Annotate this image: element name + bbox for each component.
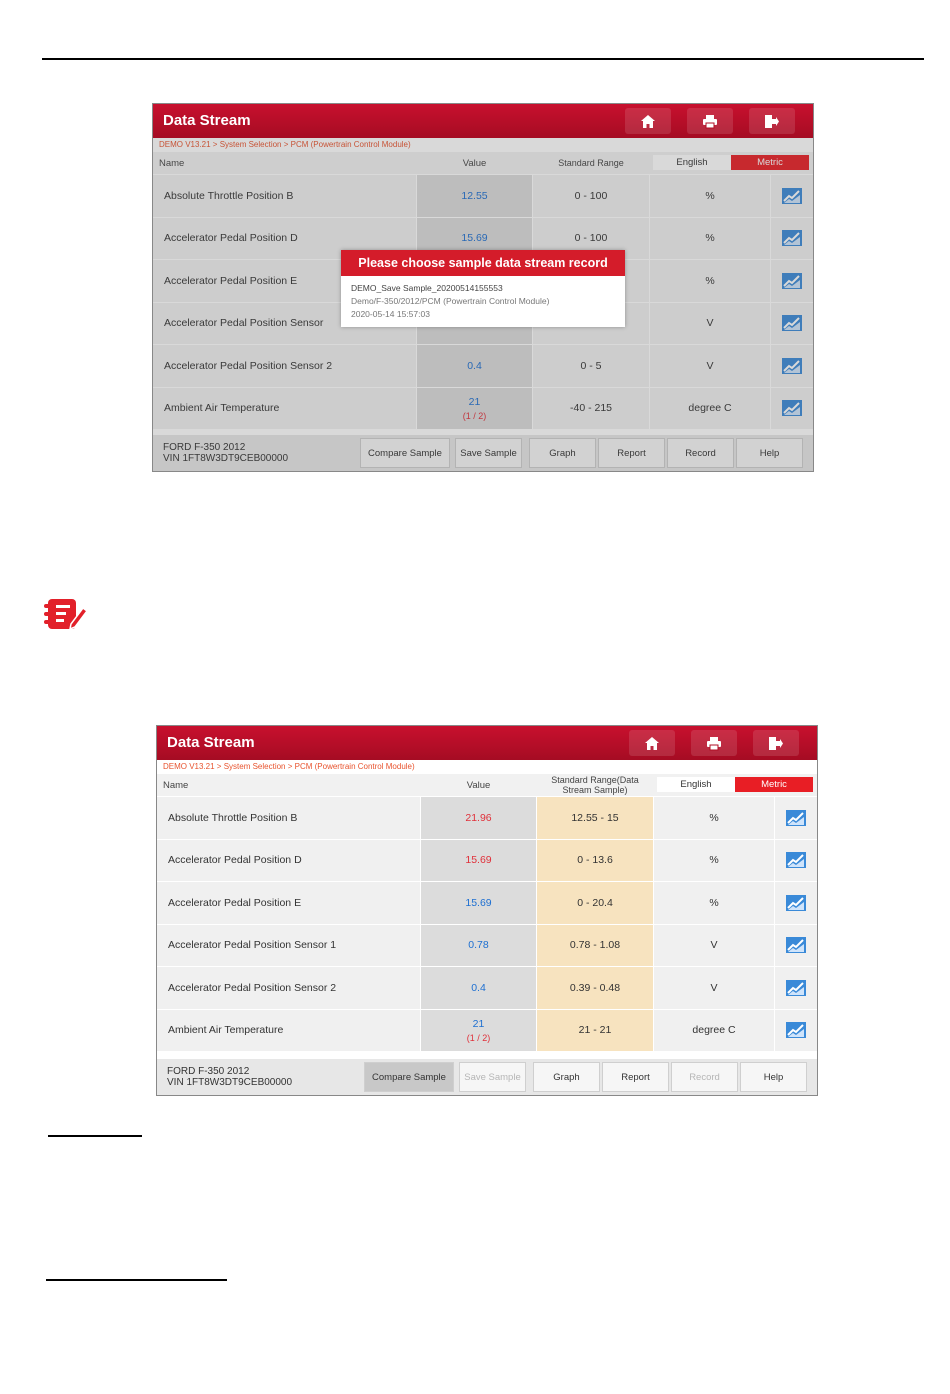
data-rows [157,797,817,1052]
report-button[interactable]: Report [602,1062,669,1092]
row-range: 0 - 20.4 [537,882,653,924]
row-value: 0.4 [421,967,536,1009]
page-indicator: (1 / 2) [462,410,487,421]
note-icon [44,596,88,632]
row-name: Ambient Air Temperature [153,388,416,430]
row-unit: % [654,882,774,924]
table-row [157,1010,817,1053]
row-value: 15.69 [417,218,532,260]
row-unit: % [654,797,774,839]
save-sample-button[interactable]: Save Sample [459,1062,526,1092]
graph-icon [786,1022,806,1038]
row-unit: % [654,840,774,882]
row-unit: % [650,260,770,302]
row-unit: V [654,925,774,967]
row-range: 12.55 - 15 [537,797,653,839]
row-name: Accelerator Pedal Position Sensor 1 [157,925,420,967]
row-value-cell [421,1010,536,1052]
graph-button[interactable]: Graph [529,438,596,468]
print-icon [702,114,718,129]
row-unit: degree C [650,388,770,430]
metric-unit-button[interactable]: Metric [731,155,809,170]
header-range-line2: Stream Sample) [562,785,628,795]
row-value: 0.78 [421,925,536,967]
header-range: Standard Range [558,158,624,168]
exit-icon [768,736,784,751]
row-range: 0 - 5 [533,345,649,387]
row-name: Accelerator Pedal Position E [153,260,416,302]
row-value: 12.55 [417,175,532,217]
graph-button[interactable]: Graph [533,1062,600,1092]
metric-unit-button[interactable]: Metric [735,777,813,792]
header-range-line1: Standard Range(Data [551,775,639,785]
home-icon [644,736,660,751]
screen-title: Data Stream [167,734,255,751]
row-unit: V [650,345,770,387]
graph-icon [786,937,806,953]
exit-icon [764,114,780,129]
graph-icon [786,852,806,868]
home-button[interactable] [629,730,675,756]
header-value: Value [466,780,491,791]
record-name: DEMO_Save Sample_20200514155553 [351,283,503,293]
data-stream-screen-compare [156,725,818,1096]
compare-sample-button[interactable]: Compare Sample [360,438,450,468]
row-unit: V [654,967,774,1009]
data-stream-screen-dialog [152,103,814,472]
page-top-rule [42,58,924,60]
print-icon [706,736,722,751]
header-name: Name [163,780,189,791]
dialog-title: Please choose sample data stream record [341,250,625,276]
record-button[interactable]: Record [667,438,734,468]
vehicle-model: FORD F-350 2012 [167,1066,250,1077]
header-value: Value [462,158,487,169]
print-button[interactable] [691,730,737,756]
table-row [157,840,817,883]
row-graph-button[interactable] [775,1010,817,1052]
row-name: Accelerator Pedal Position D [157,840,420,882]
vehicle-vin: VIN 1FT8W3DT9CEB00000 [167,1077,293,1088]
row-value: 0.4 [417,345,532,387]
row-value: 15.69 [421,840,536,882]
table-row [157,882,817,925]
row-name: Accelerator Pedal Position Sensor 2 [153,345,416,387]
row-range: 0 - 100 [533,218,649,260]
row-range: 0 - 13.6 [537,840,653,882]
row-range: 0.78 - 1.08 [537,925,653,967]
header-range [537,775,653,795]
heading-underline [46,1279,227,1281]
row-graph-button[interactable] [775,925,817,967]
breadcrumb: DEMO V13.21 > System Selection > PCM (Powertrain Control Module) [159,140,411,149]
report-button[interactable]: Report [598,438,665,468]
row-name: Absolute Throttle Position B [157,797,420,839]
graph-icon [786,810,806,826]
table-row [157,925,817,968]
record-button[interactable]: Record [671,1062,738,1092]
row-value: 21.96 [421,797,536,839]
row-graph-button[interactable] [775,967,817,1009]
vehicle-info [167,1066,292,1088]
row-range: 0 - 100 [533,175,649,217]
save-sample-button[interactable]: Save Sample [455,438,522,468]
graph-icon [786,980,806,996]
row-name: Accelerator Pedal Position Sensor 2 [157,967,420,1009]
row-range: 21 - 21 [537,1010,653,1052]
sample-record-dialog [341,250,625,327]
row-graph-button[interactable] [775,840,817,882]
row-graph-button[interactable] [775,882,817,924]
table-header [157,774,817,796]
vehicle-model: FORD F-350 2012 [163,442,246,453]
graph-icon [786,895,806,911]
record-path: Demo/F-350/2012/PCM (Powertrain Control Module) [351,296,550,306]
breadcrumb: DEMO V13.21 > System Selection > PCM (Powertrain Control Module) [163,762,415,771]
row-value: 15.69 [421,882,536,924]
title-bar [153,104,813,138]
row-name: Absolute Throttle Position B [153,175,416,217]
table-row [157,967,817,1010]
row-value: 21 [468,395,481,408]
vehicle-vin: VIN 1FT8W3DT9CEB00000 [163,453,289,464]
screen-title: Data Stream [163,112,251,129]
row-unit: % [650,175,770,217]
row-name: Ambient Air Temperature [157,1010,420,1052]
footer-bar [157,1059,817,1095]
home-icon [640,114,656,129]
header-name: Name [159,158,185,169]
heading-underline [48,1135,142,1137]
record-time: 2020-05-14 15:57:03 [351,309,430,319]
row-unit: V [650,303,770,345]
row-unit: % [650,218,770,260]
row-name: Accelerator Pedal Position D [153,218,416,260]
english-unit-button[interactable]: English [653,155,731,170]
row-range: 0.39 - 0.48 [537,967,653,1009]
sample-record-item[interactable] [341,276,625,327]
row-range: -40 - 215 [533,388,649,430]
print-button[interactable] [687,108,733,134]
compare-sample-button[interactable]: Compare Sample [364,1062,454,1092]
table-row [157,797,817,840]
row-unit: degree C [654,1010,774,1052]
row-graph-button[interactable] [775,797,817,839]
title-bar [157,726,817,760]
row-value: 21 [472,1017,485,1030]
help-button[interactable]: Help [736,438,803,468]
row-name: Accelerator Pedal Position Sensor [153,303,416,345]
exit-button[interactable] [753,730,799,756]
help-button[interactable]: Help [740,1062,807,1092]
home-button[interactable] [625,108,671,134]
unit-toggle [657,777,813,792]
exit-button[interactable] [749,108,795,134]
page-indicator: (1 / 2) [466,1032,491,1043]
english-unit-button[interactable]: English [657,777,735,792]
row-name: Accelerator Pedal Position E [157,882,420,924]
